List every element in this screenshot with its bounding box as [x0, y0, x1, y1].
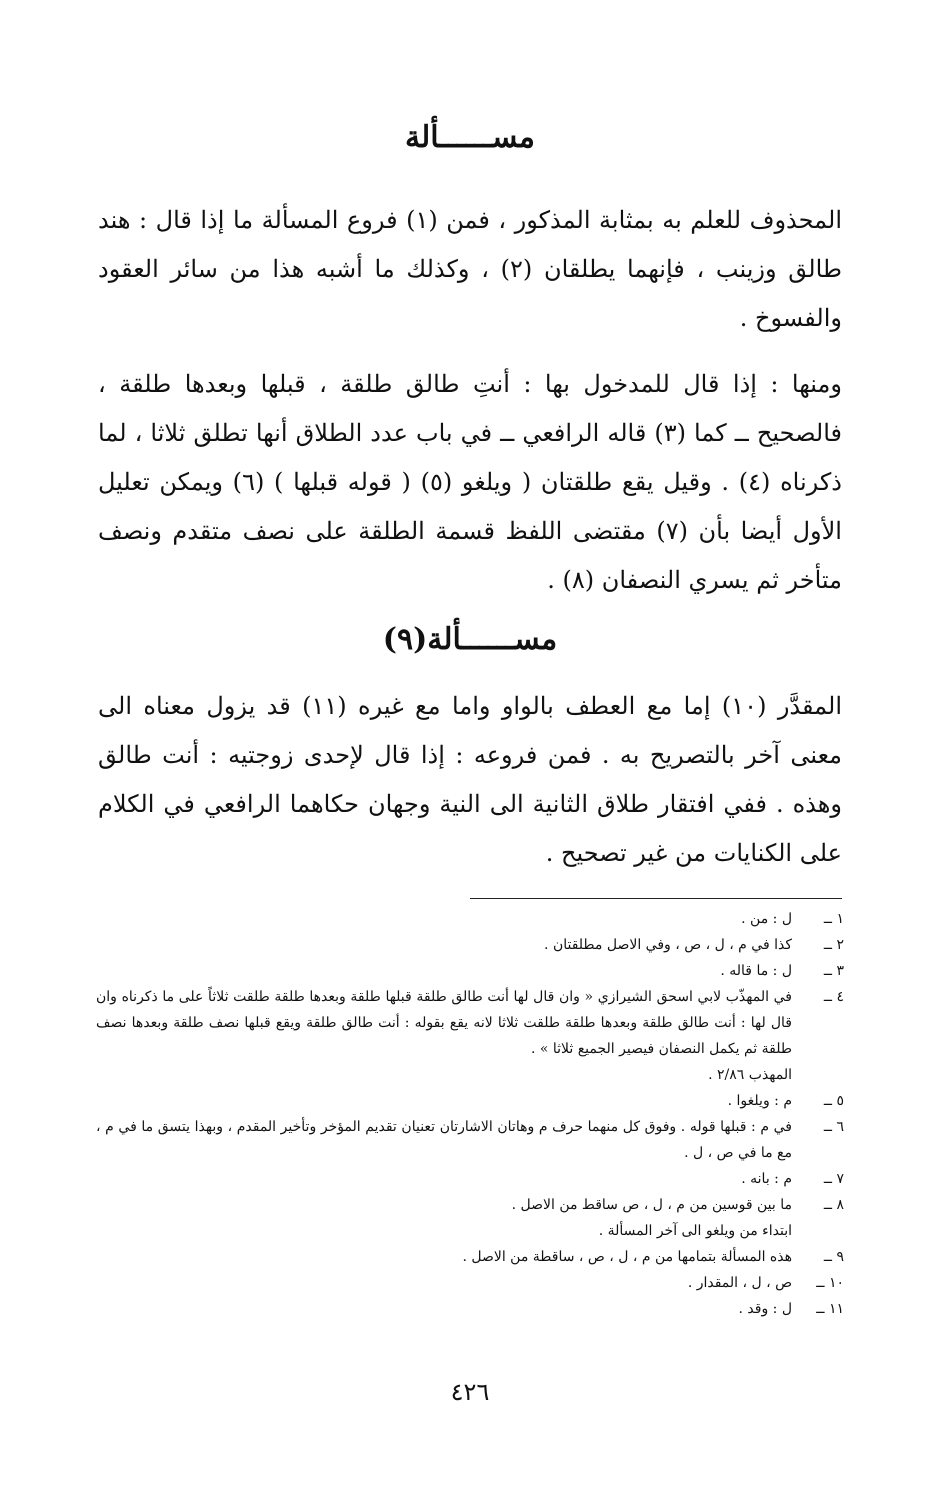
footnote-text: ص ، ل ، المقدار . — [687, 1275, 792, 1291]
footnote-number: ٩ ــ — [823, 1249, 844, 1265]
footnote-5 — [96, 1088, 844, 1114]
footnote-3 — [96, 958, 844, 984]
footnote-text: ل : وقد . — [738, 1301, 792, 1317]
footnote-4-reference: المهذب ٢/٨٦ . — [708, 1067, 792, 1083]
footnote-separator — [470, 898, 842, 899]
footnote-number: ٨ ــ — [823, 1197, 844, 1213]
footnote-8-continuation: ابتداء من ويلغو الى آخر المسألة . — [598, 1223, 792, 1239]
footnote-number: ٥ ــ — [823, 1093, 844, 1109]
footnote-text: ما بين قوسين من م ، ل ، ص ساقط من الاصل . — [511, 1197, 792, 1213]
section-heading-2: مســــــألة(٩) — [382, 622, 558, 657]
footnote-8 — [96, 1192, 844, 1218]
footnote-number: ٢ ــ — [823, 937, 844, 953]
footnote-number: ١٠ ــ — [816, 1275, 844, 1291]
footnote-6 — [96, 1114, 844, 1166]
section-heading-1: مســــــألة — [405, 120, 535, 155]
footnote-1 — [96, 906, 844, 932]
footnote-7 — [96, 1166, 844, 1192]
footnote-number: ٧ ــ — [823, 1171, 844, 1187]
footnote-text: في المهذّب لابي اسحق الشيرازي « وان قال لها أنت طالق طلقة قبلها طلقة وبعدها طلقة طلقت ثلاثاً على ما ذكرناه وان قال لها : أنت طالق طلقة وبعدها طلقة طلقت ثلاثا لانه يقع بقوله : أنت طالق طلقة ويقع قبلها نصف طلقة وبعدها نصف طلقة ثم يكمل النصفان فيصير الجميع ثلاثا » . — [96, 989, 792, 1057]
footnote-number: ٦ ــ — [823, 1119, 844, 1135]
footnotes-list — [96, 906, 844, 1322]
footnote-10 — [96, 1270, 844, 1296]
page-number: ٤٢٦ — [450, 1378, 490, 1406]
footnote-2 — [96, 932, 844, 958]
section-1-paragraph-2: ومنها : إذا قال للمدخول بها : أنتِ طالق طلقة ، قبلها وبعدها طلقة ، فالصحيح ــ كما (٣) قاله الرافعي ــ في باب عدد الطلاق أنها تطلق ثلاثا ، لما ذكرناه (٤) . وقيل يقع طلقتان ( ويلغو (٥) ( قوله قبلها ) (٦) ويمكن تعليل الأول أيضا بأن (٧) مقتضى اللفظ قسمة الطلقة على نصف متقدم ونصف متأخر ثم يسري النصفان (٨) . — [98, 370, 843, 594]
footnote-text: في م : قبلها قوله . وفوق كل منهما حرف م وهاتان الاشارتان تعنيان تقديم المؤخر وتأخير المقدم ، وبهذا يتسق ما في م ، مع ما في ص ، ل . — [96, 1119, 792, 1161]
footnote-11 — [96, 1296, 844, 1322]
section-2-paragraph: المقدَّر (١٠) إما مع العطف بالواو واما مع غيره (١١) قد يزول معناه الى معنى آخر بالتصريح به . فمن فروعه : إذا قال لإحدى زوجتيه : أنت طالق وهذه . ففي افتقار طلاق الثانية الى النية وجهان حكاهما الرافعي في الكلام على الكنايات من غير تصحيح . — [98, 692, 842, 867]
footnote-number: ٣ ــ — [823, 963, 844, 979]
footnote-text: م : بانه . — [741, 1171, 792, 1187]
footnote-text: م : ويلغوا . — [727, 1093, 792, 1109]
footnote-text: ل : من . — [741, 911, 792, 927]
footnote-9 — [96, 1244, 844, 1270]
footnote-number: ١١ ــ — [816, 1301, 844, 1317]
footnote-number: ٤ ــ — [823, 989, 844, 1005]
footnote-4 — [96, 984, 844, 1062]
footnote-text: ل : ما قاله . — [720, 963, 792, 979]
footnote-number: ١ ــ — [823, 911, 844, 927]
footnote-text: هذه المسألة بتمامها من م ، ل ، ص ، ساقطة من الاصل . — [462, 1249, 792, 1265]
section-1-paragraph-1: المحذوف للعلم به بمثابة المذكور ، فمن (١) فروع المسألة ما إذا قال : هند طالق وزينب ، فإنهما يطلقان (٢) ، وكذلك ما أشبه هذا من سائر العقود والفسوخ . — [98, 206, 842, 332]
footnote-text: كذا في م ، ل ، ص ، وفي الاصل مطلقتان . — [544, 937, 792, 953]
